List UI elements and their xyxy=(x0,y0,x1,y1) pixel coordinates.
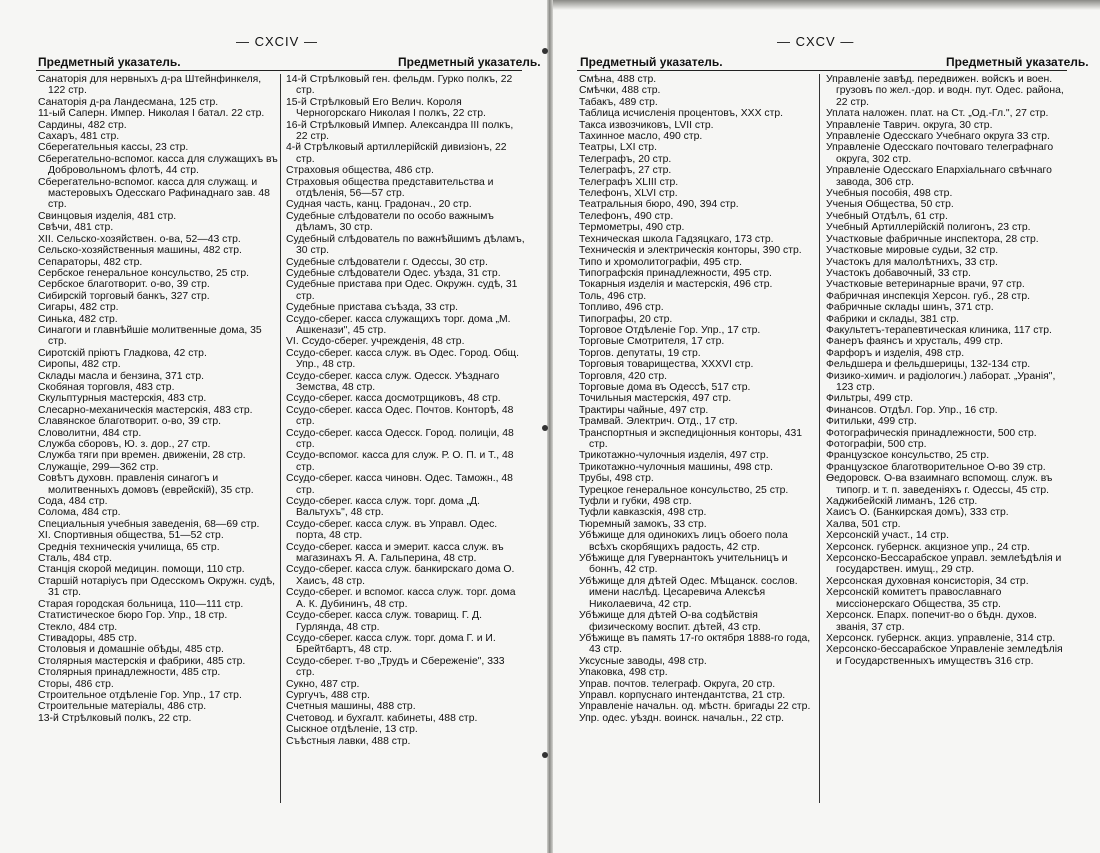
index-entry: Строительное отдѣленіе Гор. Упр., 17 стр. xyxy=(38,689,242,701)
index-entry: Турецкое генеральное консульство, 25 стр. xyxy=(579,484,789,496)
index-entry: Табакъ, 489 стр. xyxy=(579,96,658,108)
index-entry: Склады масла и бензина, 371 стр. xyxy=(38,370,205,382)
index-entry: Управленіе Таврич. округа, 30 стр. xyxy=(826,119,993,131)
index-entry: Ссудо-сберег. касса чиновн. Одес. Таможн., 48 стр. xyxy=(286,473,513,496)
index-entry: Театры, LXI стр. xyxy=(579,142,657,154)
index-entry: 4-й Стрѣлковый артиллерійскій дивизіонъ, 22 стр. xyxy=(286,142,507,165)
index-entry: Участокъ добавочный, 33 стр. xyxy=(826,267,971,279)
index-entry: Солома, 484 стр. xyxy=(38,507,121,519)
running-header-left: Предметный указатель. xyxy=(38,55,181,69)
index-entry: XII. Сельско-хозяйствен. о-ва, 52—43 стр. xyxy=(38,233,241,245)
index-entry: Фельдшера и фельдшерицы, 132-134 стр. xyxy=(826,359,1031,371)
index-entry: Ссудо-сберег. касса служащихъ торг. дома „М. Ашкенази", 45 стр. xyxy=(286,313,511,336)
index-entry: Служащіе, 299—362 стр. xyxy=(38,461,159,473)
index-entry: Трубы, 498 стр. xyxy=(579,473,654,485)
index-entry: Фотографическія принадлежности, 500 стр. xyxy=(826,427,1037,439)
index-entry: Туфли кавказскія, 498 стр. xyxy=(579,507,707,519)
index-entry: Тахинное масло, 490 стр. xyxy=(579,131,703,143)
index-entry: Сибирскій торговый банкъ, 327 стр. xyxy=(38,290,210,302)
index-entry: Уксусные заводы, 498 стр. xyxy=(579,655,707,667)
index-column-2 xyxy=(286,74,526,747)
index-entry: Торговое Отдѣленіе Гор. Упр., 17 стр. xyxy=(579,324,761,336)
index-entry: Свѣчи, 481 стр. xyxy=(38,222,114,234)
right-page xyxy=(553,0,1100,853)
index-entry: Торговые Смотрителя, 17 стр. xyxy=(579,336,725,348)
index-entry: Топливо, 496 стр. xyxy=(579,302,664,314)
index-entry: Страховыя общества представительства и отдѣленія, 56—57 стр. xyxy=(286,176,494,200)
index-entry: Статистическое бюро Гор. Упр., 18 стр. xyxy=(38,610,228,622)
index-entry: Сберегательно-вспомог. касса для служащ. и мастеровыхъ Одесскаго Рафинаднаго зав. 48 стр. xyxy=(38,176,270,211)
index-entry: Телеграфъ, 20 стр. xyxy=(579,153,672,165)
index-entry: Управ. почтов. телеграф. Округа, 20 стр. xyxy=(579,678,776,690)
index-entry: Таблица исчисленія процентовъ, XXX стр. xyxy=(579,108,784,120)
index-entry: Славянское благотворит. о-во, 39 стр. xyxy=(38,416,222,428)
index-entry: Французское консульство, 25 стр. xyxy=(826,450,990,462)
index-entry: Служба сборовъ, Ю. з. дор., 27 стр. xyxy=(38,439,211,450)
index-entry: Судебные пристава при Одес. Окружн. судѣ, 31 стр. xyxy=(286,279,518,302)
index-entry: Страховыя общества, 486 стр. xyxy=(286,165,434,177)
index-entry: Уплата наложен. плат. на Ст. „Од.-Гл.", 27 стр. xyxy=(826,108,1049,120)
index-entry: Такса извозчиковъ, LVII стр. xyxy=(579,119,714,131)
index-entry: Слесарно-механическія мастерскія, 483 стр. xyxy=(38,404,253,416)
index-entry: Стекло, 484 стр. xyxy=(38,621,118,633)
index-entry: Убѣжище для одинокихъ лицъ обоего пола всѣхъ скорбящихъ радость, 42 стр. xyxy=(579,530,788,553)
index-entry: Ссудо-сберег. касса служ. Одесск. Уѣзднаго Земства, 48 стр. xyxy=(286,370,500,393)
page-shadow xyxy=(553,0,1100,10)
index-entry: Типографскія принадлежности, 495 стр. xyxy=(579,267,772,279)
index-entry: Свинцовыя изделія, 481 стр. xyxy=(38,210,177,222)
index-entry: Сукно, 487 стр. xyxy=(286,678,360,690)
index-entry: Санаторія д-ра Ландесмана, 125 стр. xyxy=(38,96,219,108)
left-page xyxy=(0,0,547,853)
index-entry: Убѣжище для дѣтей О-ва содѣйствія физическому воспит. дѣтей, 43 стр. xyxy=(579,610,761,633)
index-entry: Туфли и губки, 498 стр. xyxy=(579,496,692,508)
index-entry: Телефонъ, 490 стр. xyxy=(579,210,674,222)
index-entry: Ссудо-сберег. касса служ. въ Одес. Город. Общ. Упр., 48 стр. xyxy=(286,347,519,371)
index-entry: Счетовод. и бухгалт. кабинеты, 488 стр. xyxy=(286,712,478,724)
index-entry: Столярныя принадлежности, 485 стр. xyxy=(38,667,221,679)
index-entry: Трикотажно-чулочныя изделія, 497 стр. xyxy=(579,450,769,462)
index-entry: Фитильки, 499 стр. xyxy=(826,416,917,428)
column-divider xyxy=(280,74,281,803)
index-entry: Фарфоръ и изделія, 498 стр. xyxy=(826,347,965,359)
index-entry: Синагоги и главнѣйшіе молитвенные дома, 35 стр. xyxy=(38,324,262,348)
index-entry: Убѣжище для дѣтей Одес. Мѣщанск. сослов. имени наслѣд. Цесаревича Алексѣя Николаевича, 42 стр. xyxy=(579,575,798,610)
index-entry: Фанеръ фаянсъ и хрусталь, 499 стр. xyxy=(826,336,1003,348)
index-entry: 11-ый Саперн. Импер. Николая I батал. 22 стр. xyxy=(38,108,265,120)
index-entry: Среднія техническія училища, 65 стр. xyxy=(38,541,220,553)
index-entry: Торговыя товарищества, XXXVI стр. xyxy=(579,359,754,371)
index-entry: Счетныя машины, 488 стр. xyxy=(286,701,416,713)
index-entry: Сталь, 484 стр. xyxy=(38,553,113,565)
index-entry: Ссудо-сберег. касса Одесск. Город. полиціи, 48 стр. xyxy=(286,427,514,450)
index-entry: Хаджибейскій лиманъ, 126 стр. xyxy=(826,496,978,508)
index-entry: Ссудо-сберег. касса досмотрщиковъ, 48 стр. xyxy=(286,393,501,405)
index-entry: Точильныя мастерскія, 497 стр. xyxy=(579,393,732,405)
index-entry: Учебныя пособія, 498 стр. xyxy=(826,188,953,200)
index-entry: Столовыя и домашніе обѣды, 485 стр. xyxy=(38,644,224,656)
index-entry: Управленіе завѣд. передвижен. войскъ и воен. грузовъ по жел.-дор. и водн. пут. Одес. района, 22 стр. xyxy=(826,74,1064,108)
index-entry: Торговые дома въ Одессѣ, 517 стр. xyxy=(579,381,751,393)
index-entry: 14-й Стрѣлковый ген. фельдм. Гурко полкъ, 22 стр. xyxy=(286,74,513,97)
index-entry: Сода, 484 стр. xyxy=(38,496,108,508)
index-entry: Трамвай. Электрич. Отд., 17 стр. xyxy=(579,416,738,428)
index-entry: Скульптурныя мастерскія, 483 стр. xyxy=(38,393,207,405)
index-entry: Театральныя бюро, 490, 394 стр. xyxy=(579,199,739,211)
index-entry: Специальныя учебныя заведенія, 68—69 стр. xyxy=(38,518,260,530)
index-entry: Ссудо-сберег. касса и эмерит. касса служ. въ магазинахъ Я. А. Гальперина, 48 стр. xyxy=(286,541,504,565)
index-entry: Убѣжище для Гувернантокъ учительницъ и боннъ, 42 стр. xyxy=(579,553,788,576)
index-entry: Стивадоры, 485 стр. xyxy=(38,632,137,644)
index-entry: Словолитни, 484 стр. xyxy=(38,427,142,439)
index-entry: VI. Ссудо-сберег. учрежденія, 48 стр. xyxy=(286,336,465,348)
index-entry: Учебный Отдѣлъ, 61 стр. xyxy=(826,210,948,222)
index-entry: Сельско-хозяйственныя машины, 482 стр. xyxy=(38,245,242,257)
index-entry: Хаисъ О. (Банкирская домъ), 333 стр. xyxy=(826,507,1009,519)
index-entry: Сигары, 482 стр. xyxy=(38,302,119,314)
binding-hole xyxy=(542,752,548,758)
page-number: — CXCV — xyxy=(777,34,855,49)
index-entry: Старая городская больница, 110—111 стр. xyxy=(38,598,244,610)
index-entry: Херсонскій участ., 14 стр. xyxy=(826,530,949,542)
index-entry: Транспортныя и экспедиціонныя конторы, 431 стр. xyxy=(579,427,803,450)
binding-hole xyxy=(542,48,548,54)
index-entry: Физико-химич. и радіологич.) лаборат. „Уранія", 123 стр. xyxy=(826,370,1056,393)
index-entry: Фабрики и склады, 381 стр. xyxy=(826,313,959,325)
index-entry: Синька, 482 стр. xyxy=(38,313,118,325)
index-entry: Судебные слѣдователи г. Одессы, 30 стр. xyxy=(286,256,488,268)
column-divider xyxy=(819,74,820,803)
index-entry: Управленіе Одесскаго Учебнаго округа 33 стр. xyxy=(826,131,1050,143)
index-entry: Убѣжище въ память 17-го октября 1888-го года, 43 стр. xyxy=(579,632,811,656)
index-entry: Скобяная торговля, 483 стр. xyxy=(38,381,175,393)
index-entry: Торгов. депутаты, 19 стр. xyxy=(579,347,701,359)
index-entry: Ссудо-сберег. касса Одес. Почтов. Конторѣ, 48 стр. xyxy=(286,404,514,428)
index-entry: Ссудо-сберег. касса служ. банкирскаго дома О. Хаисъ, 48 стр. xyxy=(286,564,515,587)
index-entry: Телеграфъ, 27 стр. xyxy=(579,165,672,177)
index-entry: Санаторія для нервныхъ д-ра Штейнфинкеля, 122 стр. xyxy=(38,74,262,97)
index-entry: Ученыя Общества, 50 стр. xyxy=(826,199,954,211)
index-entry: 13-й Стрѣлковый полкъ, 22 стр. xyxy=(38,712,192,724)
index-entry: Съѣстныя лавки, 488 стр. xyxy=(286,735,411,747)
running-header-right: Предметный указатель. xyxy=(398,55,541,69)
index-entry: Упр. одес. уѣздн. воинск. начальн., 22 стр. xyxy=(579,712,785,724)
index-entry: Трикотажно-чулочныя машины, 498 стр. xyxy=(579,461,774,473)
index-entry: Торговля, 420 стр. xyxy=(579,370,668,382)
index-entry: Херсонск. губернск. акцизное упр., 24 стр. xyxy=(826,541,1030,553)
index-entry: Участковые мировые судьи, 32 стр. xyxy=(826,245,999,257)
index-entry: Херсонская духовная консисторія, 34 стр. xyxy=(826,575,1029,587)
index-entry: Управленіе Одесскаго Епархіальнаго свѣчнаго завода, 306 стр. xyxy=(826,165,1052,188)
index-entry: Херсонско-бессарабское Управленіе земледѣлія и Государственныхъ имуществъ 316 стр. xyxy=(826,644,1063,667)
index-column-2 xyxy=(826,74,1066,667)
header-rule xyxy=(577,70,1067,71)
index-entry: Упаковка, 498 стр. xyxy=(579,667,668,679)
index-entry: Типографы, 20 стр. xyxy=(579,313,673,325)
index-entry: Судебный слѣдователь по важнѣйшимъ дѣламъ, 30 стр. xyxy=(286,233,525,257)
index-entry: 16-й Стрѣлковый Импер. Александра III полкъ, 22 стр. xyxy=(286,119,514,143)
index-entry: Станція скорой медицин. помощи, 110 стр. xyxy=(38,564,245,576)
index-entry: Халва, 501 стр. xyxy=(826,518,901,530)
index-entry: Тюремный замокъ, 33 стр. xyxy=(579,518,707,530)
index-entry: Ссудо-сберег. касса служ. товарищ. Г. Д. Гурлянда, 48 стр. xyxy=(286,610,482,633)
index-entry: Судебные слѣдователи Одес. уѣзда, 31 стр. xyxy=(286,267,501,279)
index-entry: Фабричные склады шинъ, 371 стр. xyxy=(826,302,994,314)
index-entry: Херсонскій комитетъ православнаго миссіонерскаго Общества, 35 стр. xyxy=(826,587,1002,610)
index-entry: Сардины, 482 стр. xyxy=(38,119,127,131)
index-entry: Сербское генеральное консульство, 25 стр. xyxy=(38,267,250,279)
index-entry: Столярныя мастерскія и фабрики, 485 стр. xyxy=(38,655,246,667)
index-entry: Херсонск. Епарх. попечит-во о бѣдн. духов. званія, 37 стр. xyxy=(826,610,1037,633)
index-entry: Сиропы, 482 стр. xyxy=(38,359,121,371)
index-entry: Херсонск. губернск. акциз. управленіе, 314 стр. xyxy=(826,632,1056,644)
index-entry: Участокъ для малолѣтнихъ, 33 стр. xyxy=(826,256,998,268)
index-entry: Строительные матеріалы, 486 стр. xyxy=(38,701,207,713)
index-entry: Телеграфъ XLIII стр. xyxy=(579,176,679,188)
index-entry: Управленіе начальн. од. мѣстн. бригады 22 стр. xyxy=(579,701,811,713)
index-entry: Типо и хромолитографіи, 495 стр. xyxy=(579,256,743,268)
index-entry: Сберегательно-вспомог. касса для служащихъ въ Добровольномъ флотѣ, 44 стр. xyxy=(38,153,278,177)
index-entry: Учебный Артиллерійскій полигонъ, 23 стр. xyxy=(826,222,1031,234)
index-entry: Сургучъ, 488 стр. xyxy=(286,689,370,701)
index-entry: Сиротскій пріютъ Гладкова, 42 стр. xyxy=(38,347,207,359)
index-entry: Сербское благотворит. о-во, 39 стр. xyxy=(38,279,210,291)
index-entry: Участковые фабричные инспектора, 28 стр. xyxy=(826,233,1039,245)
index-entry: Термометры, 490 стр. xyxy=(579,222,685,234)
index-entry: Ссудо-сберег. т-во „Трудъ и Сбереженіе", 333 стр. xyxy=(286,655,505,679)
index-entry: Толь, 496 стр. xyxy=(579,290,647,302)
index-entry: Ѳедоровск. О-ва взаимнаго вспомощ. служ. въ типогр. и т. п. заведеніяхъ г. Одессы, 45 стр. xyxy=(826,473,1053,496)
index-entry: Французское благотворительное О-во 39 стр. xyxy=(826,461,1046,473)
index-entry: Сепараторы, 482 стр. xyxy=(38,256,143,268)
index-column-1 xyxy=(579,74,819,724)
index-entry: Сыскное отдѣленіе, 13 стр. xyxy=(286,724,418,736)
index-entry: Финансов. Отдѣл. Гор. Упр., 16 стр. xyxy=(826,404,998,416)
index-entry: Управленіе Одесскаго почтоваго телеграфнаго округа, 302 стр. xyxy=(826,142,1054,165)
index-entry: Сберегательныя кассы, 23 стр. xyxy=(38,142,189,154)
index-entry: Факультетъ-терапевтическая клиника, 117 стр. xyxy=(826,324,1052,336)
index-column-1 xyxy=(38,74,278,724)
running-header-left: Предметный указатель. xyxy=(580,55,723,69)
index-entry: Токарныя изделія и мастерскія, 496 стр. xyxy=(579,279,773,291)
index-entry: Управл. корпуснаго интендантства, 21 стр. xyxy=(579,689,786,701)
index-entry: Смѣчки, 488 стр. xyxy=(579,85,661,97)
index-entry: Ссудо-сберег. касса служ. въ Управл. Одес. порта, 48 стр. xyxy=(286,518,498,542)
index-entry: Участковые ветеринарные врачи, 97 стр. xyxy=(826,279,1025,291)
binding-hole xyxy=(542,425,548,431)
index-entry: Ссудо-сберег. и вспомог. касса служ. торг. дома А. К. Дубининъ, 48 стр. xyxy=(286,587,516,610)
index-entry: Судная часть, канц. Градонач., 20 стр. xyxy=(286,199,472,211)
index-entry: Фильтры, 499 стр. xyxy=(826,393,913,405)
index-entry: Фабричная инспекція Херсон. губ., 28 стр. xyxy=(826,290,1030,302)
index-entry: Старшій нотаріусъ при Одесскомъ Окружн. судѣ, 31 стр. xyxy=(38,575,276,599)
index-entry: 15-й Стрѣлковый Его Велич. Короля Черногорскаго Николая I полкъ, 22 стр. xyxy=(286,96,486,120)
index-entry: Служба тяги при времен. движеніи, 28 стр. xyxy=(38,450,246,462)
index-entry: Сахаръ, 481 стр. xyxy=(38,131,120,143)
index-entry: Техническія и электрическія конторы, 390 стр. xyxy=(579,245,802,257)
index-entry: Ссудо-сберег. касса служ. торг. дома „Д. Вальтухъ", 48 стр. xyxy=(286,496,480,519)
index-entry: Телефонъ, XLVI стр. xyxy=(579,188,678,200)
index-entry: Трактиры чайные, 497 стр. xyxy=(579,404,709,416)
page-number: — CXCIV — xyxy=(236,34,318,49)
index-entry: Судебные пристава съѣзда, 33 стр. xyxy=(286,302,459,314)
header-rule xyxy=(36,70,522,71)
index-entry: Ссудо-вспомог. касса для служ. Р. О. П. и Т., 48 стр. xyxy=(286,450,514,473)
index-entry: Смѣна, 488 стр. xyxy=(579,74,657,85)
index-entry: Фотографіи, 500 стр. xyxy=(826,439,927,450)
index-entry: Судебные слѣдователи по особо важнымъ дѣламъ, 30 стр. xyxy=(286,210,494,234)
index-entry: Сторы, 486 стр. xyxy=(38,678,114,690)
index-entry: Херсонско-Бессарабское управл. землеѣдѣлія и государствен. имущ., 29 стр. xyxy=(826,553,1062,576)
index-entry: Ссудо-сберег. касса служ. торг. дома Г. и И. Брейтбартъ, 48 стр. xyxy=(286,632,496,656)
index-entry: Техническая школа Гадзяцкаго, 173 стр. xyxy=(579,233,774,245)
index-entry: XI. Спортивныя общества, 51—52 стр. xyxy=(38,530,224,542)
running-header-right: Предметный указатель. xyxy=(946,55,1089,69)
index-entry: Совѣтъ духовн. правленія синагогъ и молитвенныхъ домовъ (еврейскій), 35 стр. xyxy=(38,473,254,496)
